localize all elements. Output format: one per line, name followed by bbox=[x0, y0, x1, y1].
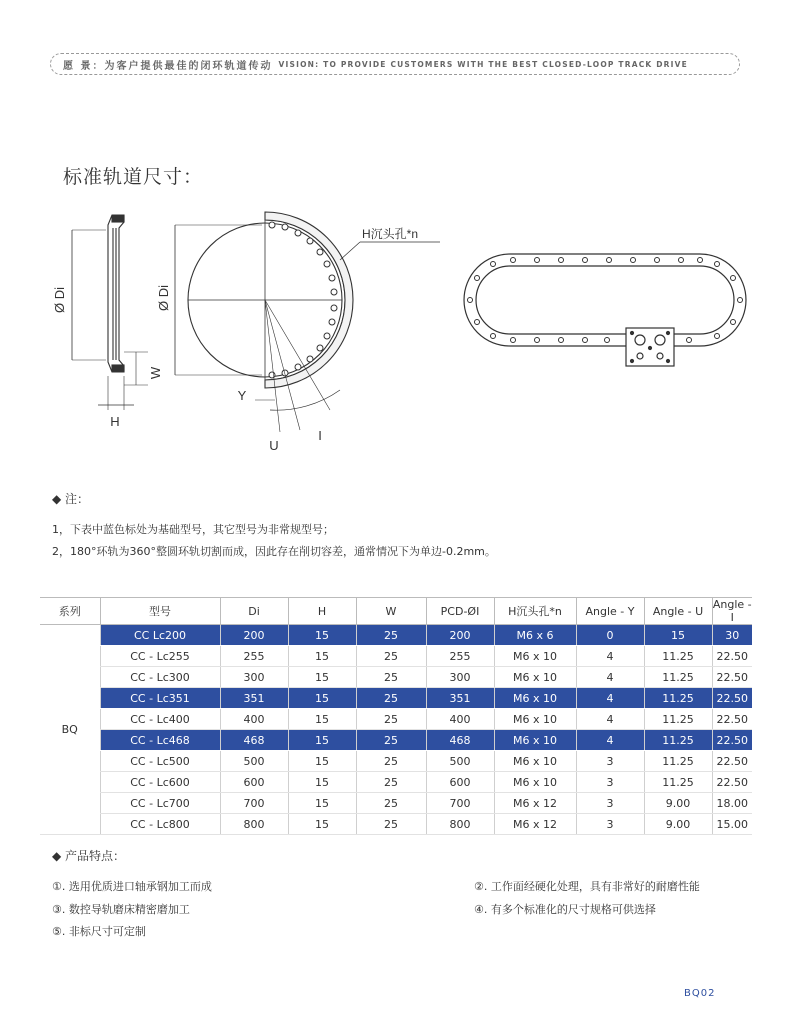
cell-angle-y: 3 bbox=[576, 751, 644, 772]
cell-h: 15 bbox=[288, 688, 356, 709]
col-header-angle-u: Angle - U bbox=[644, 598, 712, 625]
cell-angle-y: 0 bbox=[576, 625, 644, 646]
di-label-mid: Ø Di bbox=[156, 285, 171, 311]
cell-angle-u: 11.25 bbox=[644, 688, 712, 709]
cell-hole: M6 x 10 bbox=[494, 751, 576, 772]
cell-angle-u: 11.25 bbox=[644, 730, 712, 751]
note-line-1: 1，下表中蓝色标处为基础型号，其它型号为非常规型号； bbox=[52, 523, 334, 536]
cell-angle-i: 22.50 bbox=[712, 667, 752, 688]
cell-di: 500 bbox=[220, 751, 288, 772]
cell-hole: M6 x 10 bbox=[494, 730, 576, 751]
cell-hole: M6 x 10 bbox=[494, 772, 576, 793]
cell-h: 15 bbox=[288, 625, 356, 646]
col-header-angle-i: Angle - I bbox=[712, 598, 752, 624]
cell-w: 25 bbox=[356, 625, 426, 646]
cell-angle-u: 11.25 bbox=[644, 709, 712, 730]
cell-angle-i: 22.50 bbox=[712, 730, 752, 751]
cell-di: 351 bbox=[220, 688, 288, 709]
cell-di: 255 bbox=[220, 646, 288, 667]
cell-h: 15 bbox=[288, 751, 356, 772]
di-label-left: Ø Di bbox=[52, 287, 67, 313]
cell-angle-y: 4 bbox=[576, 646, 644, 667]
ring-front-view bbox=[175, 212, 440, 432]
cell-model: CC - Lc600 bbox=[100, 772, 220, 793]
cell-pcd: 400 bbox=[426, 709, 494, 730]
cell-angle-y: 4 bbox=[576, 688, 644, 709]
table-row bbox=[40, 814, 752, 835]
cell-w: 25 bbox=[356, 688, 426, 709]
u-label: U bbox=[269, 438, 279, 453]
cell-h: 15 bbox=[288, 667, 356, 688]
cell-angle-u: 11.25 bbox=[644, 667, 712, 688]
cell-angle-i: 15.00 bbox=[712, 814, 752, 835]
col-header-di: Di bbox=[220, 598, 288, 625]
cell-angle-y: 4 bbox=[576, 667, 644, 688]
cell-di: 468 bbox=[220, 730, 288, 751]
ring-side-view bbox=[72, 215, 148, 410]
cell-hole: M6 x 10 bbox=[494, 667, 576, 688]
track-holes bbox=[468, 258, 743, 343]
cell-pcd: 700 bbox=[426, 793, 494, 814]
table-row bbox=[40, 709, 752, 730]
cell-di: 600 bbox=[220, 772, 288, 793]
feature-2: ②. 工作面经硬化处理，具有非常好的耐磨性能 bbox=[474, 880, 700, 893]
cell-pcd: 351 bbox=[426, 688, 494, 709]
cell-model: CC Lc200 bbox=[100, 625, 220, 646]
table-row bbox=[40, 625, 752, 646]
cell-angle-u: 11.25 bbox=[644, 646, 712, 667]
cell-model: CC - Lc500 bbox=[100, 751, 220, 772]
cell-angle-i: 22.50 bbox=[712, 688, 752, 709]
cell-model: CC - Lc800 bbox=[100, 814, 220, 835]
track-dimension-drawings bbox=[0, 200, 790, 460]
cell-angle-y: 4 bbox=[576, 730, 644, 751]
page-number: BQ02 bbox=[684, 988, 716, 999]
vision-banner bbox=[50, 53, 740, 75]
oval-track-view bbox=[464, 254, 746, 366]
cell-w: 25 bbox=[356, 709, 426, 730]
col-header-w: W bbox=[356, 598, 426, 625]
cell-di: 300 bbox=[220, 667, 288, 688]
cell-h: 15 bbox=[288, 646, 356, 667]
cell-di: 700 bbox=[220, 793, 288, 814]
spec-table-body bbox=[40, 625, 752, 835]
table-row bbox=[40, 646, 752, 667]
cell-h: 15 bbox=[288, 814, 356, 835]
cell-angle-u: 9.00 bbox=[644, 814, 712, 835]
cell-model: CC - Lc468 bbox=[100, 730, 220, 751]
cell-hole: M6 x 10 bbox=[494, 688, 576, 709]
cell-hole: M6 x 12 bbox=[494, 793, 576, 814]
vision-text-en: VISION: TO PROVIDE CUSTOMERS WITH THE BEST CLOSED-LOOP TRACK DRIVE bbox=[278, 59, 688, 69]
cell-model: CC - Lc300 bbox=[100, 667, 220, 688]
cell-pcd: 800 bbox=[426, 814, 494, 835]
series-cell: BQ bbox=[40, 625, 100, 835]
cell-hole: M6 x 10 bbox=[494, 709, 576, 730]
notes-heading: ◆ 注： bbox=[52, 492, 90, 506]
col-header-h: H bbox=[288, 598, 356, 625]
feature-3: ③. 数控导轨磨床精密磨加工 bbox=[52, 903, 190, 916]
cell-w: 25 bbox=[356, 667, 426, 688]
spec-table-header bbox=[40, 598, 752, 625]
feature-4: ④. 有多个标准化的尺寸规格可供选择 bbox=[474, 903, 656, 916]
cell-angle-y: 3 bbox=[576, 772, 644, 793]
cell-angle-i: 22.50 bbox=[712, 751, 752, 772]
feature-1: ①. 选用优质进口轴承钢加工而成 bbox=[52, 880, 212, 893]
cell-di: 200 bbox=[220, 625, 288, 646]
cell-di: 400 bbox=[220, 709, 288, 730]
cell-w: 25 bbox=[356, 793, 426, 814]
spec-table bbox=[40, 597, 752, 835]
cell-hole: M6 x 6 bbox=[494, 625, 576, 646]
cell-angle-u: 9.00 bbox=[644, 793, 712, 814]
cell-pcd: 468 bbox=[426, 730, 494, 751]
cell-angle-i: 18.00 bbox=[712, 793, 752, 814]
cell-angle-i: 22.50 bbox=[712, 709, 752, 730]
cell-h: 15 bbox=[288, 772, 356, 793]
features-heading: ◆ 产品特点： bbox=[52, 849, 126, 863]
cell-model: CC - Lc700 bbox=[100, 793, 220, 814]
h-label-left: H bbox=[110, 414, 120, 429]
cell-w: 25 bbox=[356, 814, 426, 835]
cell-angle-i: 22.50 bbox=[712, 772, 752, 793]
cell-angle-y: 4 bbox=[576, 709, 644, 730]
table-row bbox=[40, 772, 752, 793]
cell-pcd: 300 bbox=[426, 667, 494, 688]
col-header-model: 型号 bbox=[100, 598, 220, 625]
vision-text-cn: 愿 景：为客户提供最佳的闭环轨道传动 bbox=[63, 60, 273, 72]
y-label: Y bbox=[237, 388, 247, 403]
cell-pcd: 255 bbox=[426, 646, 494, 667]
note-line-2: 2，180°环轨为360°整圆环轨切割而成，因此存在削切容差，通常情况下为单边-0.2mm。 bbox=[52, 545, 496, 558]
cell-w: 25 bbox=[356, 730, 426, 751]
cell-h: 15 bbox=[288, 709, 356, 730]
cell-w: 25 bbox=[356, 772, 426, 793]
cell-pcd: 200 bbox=[426, 625, 494, 646]
table-row bbox=[40, 730, 752, 751]
i-label: I bbox=[318, 428, 322, 443]
w-label: W bbox=[148, 366, 163, 380]
cell-di: 800 bbox=[220, 814, 288, 835]
feature-5: ⑤. 非标尺寸可定制 bbox=[52, 925, 146, 938]
cell-angle-y: 3 bbox=[576, 814, 644, 835]
cell-hole: M6 x 10 bbox=[494, 646, 576, 667]
col-header-hole: H沉头孔*n bbox=[494, 598, 576, 625]
col-header-series: 系列 bbox=[40, 598, 100, 625]
section-title: 标准轨道尺寸： bbox=[63, 166, 204, 188]
cell-pcd: 500 bbox=[426, 751, 494, 772]
cell-angle-u: 11.25 bbox=[644, 772, 712, 793]
cell-angle-u: 15 bbox=[644, 625, 712, 646]
cell-angle-y: 3 bbox=[576, 793, 644, 814]
hole-label: H沉头孔*n bbox=[362, 227, 419, 241]
cell-w: 25 bbox=[356, 751, 426, 772]
cell-h: 15 bbox=[288, 730, 356, 751]
cell-pcd: 600 bbox=[426, 772, 494, 793]
cell-angle-i: 22.50 bbox=[712, 646, 752, 667]
cell-angle-u: 11.25 bbox=[644, 751, 712, 772]
table-row bbox=[40, 688, 752, 709]
cell-model: CC - Lc255 bbox=[100, 646, 220, 667]
cell-model: CC - Lc351 bbox=[100, 688, 220, 709]
col-header-pcd: PCD-ØI bbox=[426, 598, 494, 625]
cell-hole: M6 x 12 bbox=[494, 814, 576, 835]
cell-angle-i: 30 bbox=[712, 625, 752, 646]
cell-w: 25 bbox=[356, 646, 426, 667]
table-row bbox=[40, 751, 752, 772]
table-row bbox=[40, 793, 752, 814]
cell-h: 15 bbox=[288, 793, 356, 814]
col-header-angle-y: Angle - Y bbox=[576, 598, 644, 625]
table-row bbox=[40, 667, 752, 688]
cell-model: CC - Lc400 bbox=[100, 709, 220, 730]
